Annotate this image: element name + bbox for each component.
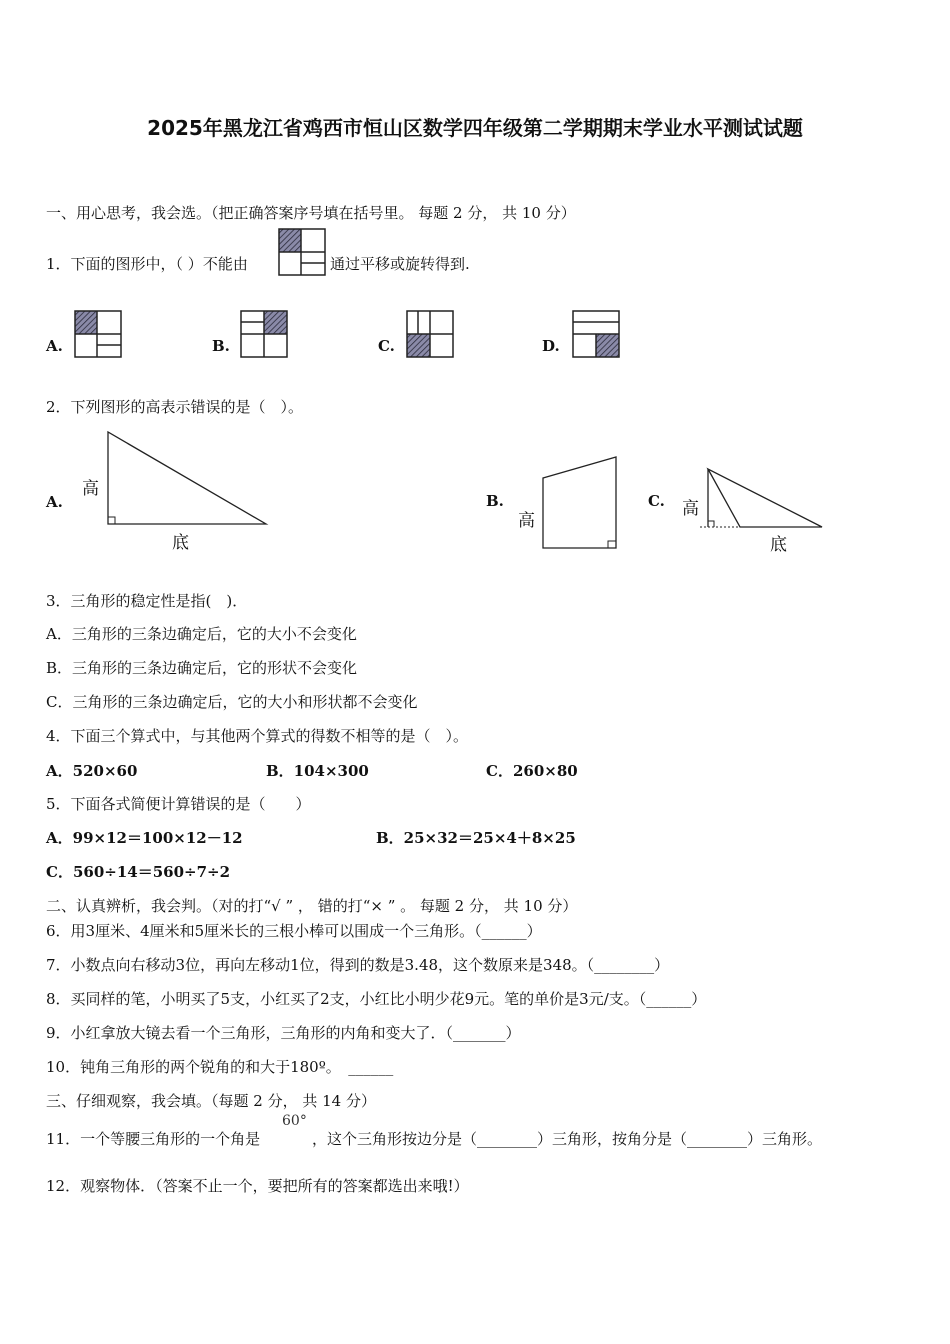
q2-stem: 2．下列图形的高表示错误的是（ ）。: [46, 398, 304, 416]
q5-option-a[interactable]: A．99×12＝100×12－12: [46, 829, 243, 847]
q1-figure-b: [240, 310, 288, 358]
q1-option-a[interactable]: A.: [46, 337, 63, 355]
q5-option-c[interactable]: C．560÷14＝560÷7÷2: [46, 863, 231, 881]
q10: 10．钝角三角形的两个锐角的和大于180º。 ______: [46, 1058, 394, 1076]
q8: 8．买同样的笔，小明买了5支，小红买了2支，小红比小明少花9元。笔的单价是3元/支。（______）: [46, 990, 707, 1008]
q2-figure-b-trapezoid: [538, 452, 622, 552]
q11-stem-post: ，这个三角形按边分是（________）三角形，按角分是（________）三角形。: [312, 1130, 823, 1148]
q2-a-base-label: 底: [172, 533, 189, 553]
q11-angle: 60°: [282, 1113, 307, 1129]
q3-option-b[interactable]: B．三角形的三条边确定后，它的形状不会变化: [46, 659, 358, 677]
q4-option-c[interactable]: C．260×80: [486, 762, 578, 780]
q6: 6．用3厘米、4厘米和5厘米长的三根小棒可以围成一个三角形。（______）: [46, 922, 542, 940]
q1-option-b[interactable]: B.: [212, 337, 230, 355]
q4-stem: 4．下面三个算式中，与其他两个算式的得数不相等的是（ ）。: [46, 727, 469, 745]
q2-option-a[interactable]: A.: [46, 493, 63, 511]
section-3-heading: 三、仔细观察，我会填。（每题 2 分， 共 14 分）: [46, 1092, 376, 1110]
q2-option-b[interactable]: B.: [486, 492, 504, 510]
q1-figure-a: [74, 310, 122, 358]
q2-c-base-label: 底: [770, 535, 787, 555]
q5-stem: 5．下面各式简便计算错误的是（ ）: [46, 795, 311, 813]
q11-stem-pre: 11．一个等腰三角形的一个角是: [46, 1130, 261, 1148]
q3-stem: 3．三角形的稳定性是指( )．: [46, 592, 248, 610]
q1-stem-pre: 1．下面的图形中，（ ）不能由: [46, 255, 248, 273]
page-title: 2025年黑龙江省鸡西市恒山区数学四年级第二学期期末学业水平测试试题: [147, 116, 803, 140]
q1-stem-post: 通过平移或旋转得到.: [330, 255, 470, 273]
q2-option-c[interactable]: C.: [648, 492, 665, 510]
q7: 7．小数点向右移动3位，再向左移动1位，得到的数是3.48，这个数原来是348。（________）: [46, 956, 670, 974]
q1-figure-c: [406, 310, 454, 358]
q1-option-c[interactable]: C.: [378, 337, 395, 355]
q2-b-height-label: 高: [518, 511, 535, 531]
q12: 12．观察物体．（答案不止一个，要把所有的答案都选出来哦!）: [46, 1177, 469, 1195]
q1-option-d[interactable]: D.: [542, 337, 560, 355]
q2-c-height-label: 高: [682, 499, 699, 519]
q9: 9．小红拿放大镜去看一个三角形，三角形的内角和变大了．（_______）: [46, 1024, 521, 1042]
q4-option-b[interactable]: B．104×300: [266, 762, 369, 780]
q3-option-a[interactable]: A．三角形的三条边确定后，它的大小不会变化: [46, 625, 357, 643]
section-2-heading: 二、认真辨析，我会判。（对的打“√ ” ， 错的打“× ” 。 每题 2 分， 共 10 分）: [46, 897, 578, 915]
q4-option-a[interactable]: A．520×60: [46, 762, 138, 780]
q1-figure-d: [572, 310, 620, 358]
q2-figure-c-obtuse-triangle: [700, 465, 826, 531]
q5-option-b[interactable]: B．25×32＝25×4＋8×25: [376, 829, 576, 847]
q2-a-height-label: 高: [82, 479, 99, 499]
q3-option-c[interactable]: C．三角形的三条边确定后，它的大小和形状都不会变化: [46, 693, 418, 711]
section-1-heading: 一、用心思考，我会选。（把正确答案序号填在括号里。 每题 2 分， 共 10 分）: [46, 204, 576, 222]
q1-reference-figure: [278, 228, 326, 276]
